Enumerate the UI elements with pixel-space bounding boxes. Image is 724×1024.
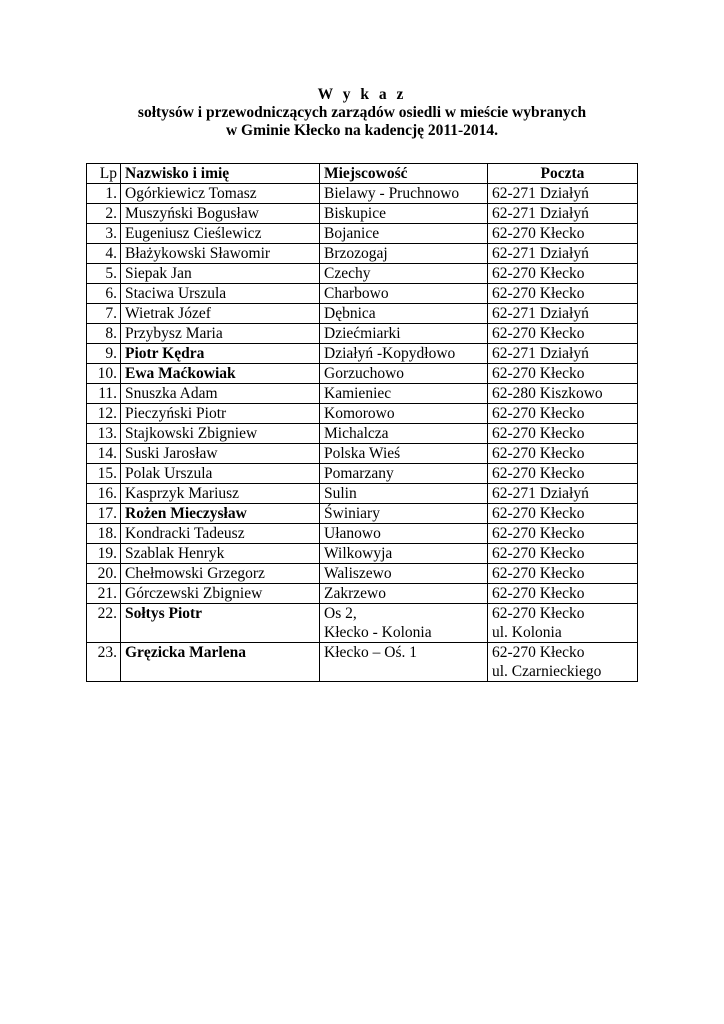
- person-name: Rożen Mieczysław: [121, 504, 320, 524]
- post-cell: [488, 424, 638, 444]
- post-office: 62-270 Kłecko: [492, 585, 585, 602]
- document-title: W y k a z: [317, 86, 407, 103]
- person-name: Stajkowski Zbigniew: [121, 424, 320, 444]
- place-cell: [320, 464, 488, 484]
- person-name: Kondracki Tadeusz: [121, 524, 320, 544]
- row-number: 8.: [87, 324, 121, 344]
- street-address: ul. Kolonia: [492, 624, 562, 641]
- table-row: [87, 344, 638, 364]
- place-cell: [320, 204, 488, 224]
- post-cell: [488, 524, 638, 544]
- post-cell: [488, 284, 638, 304]
- row-number: 1.: [87, 184, 121, 204]
- place-name: Polska Wieś: [324, 445, 401, 462]
- place-cell: [320, 584, 488, 604]
- place-name: Bojanice: [324, 225, 380, 242]
- column-header-place: Miejscowość: [320, 164, 488, 184]
- row-number: 15.: [87, 464, 121, 484]
- place-name: Wilkowyja: [324, 545, 393, 562]
- post-office: 62-271 Działyń: [492, 245, 589, 262]
- table-row: [87, 304, 638, 324]
- post-cell: [488, 544, 638, 564]
- table-row: [87, 244, 638, 264]
- place-name: Biskupice: [324, 205, 386, 222]
- row-number: 5.: [87, 264, 121, 284]
- place-name: Sulin: [324, 485, 357, 502]
- table-row: [87, 204, 638, 224]
- row-number: 12.: [87, 404, 121, 424]
- post-office: 62-270 Kłecko: [492, 525, 585, 542]
- post-cell: [488, 484, 638, 504]
- post-cell: [488, 364, 638, 384]
- table-row: [87, 284, 638, 304]
- table-row: [87, 384, 638, 404]
- table-header-row: [87, 164, 638, 184]
- person-name: Piotr Kędra: [121, 344, 320, 364]
- column-header-name: Nazwisko i imię: [121, 164, 320, 184]
- post-office: 62-270 Kłecko: [492, 285, 585, 302]
- post-cell: [488, 324, 638, 344]
- place-name: Gorzuchowo: [324, 365, 405, 382]
- person-name: Ewa Maćkowiak: [121, 364, 320, 384]
- post-office: 62-280 Kiszkowo: [492, 385, 603, 402]
- row-number: 13.: [87, 424, 121, 444]
- street-address: ul. Czarnieckiego: [492, 663, 602, 680]
- table-row: [87, 184, 638, 204]
- table-row: [87, 504, 638, 524]
- place-cell: [320, 643, 488, 682]
- place-name: Ułanowo: [324, 525, 381, 542]
- place-name: Brzozogaj: [324, 245, 388, 262]
- row-number: 10.: [87, 364, 121, 384]
- place-name-line-2: Kłecko - Kolonia: [324, 624, 432, 641]
- person-name: Gręzicka Marlena: [121, 643, 320, 682]
- person-name: Suski Jarosław: [121, 444, 320, 464]
- table-row: [87, 484, 638, 504]
- document-subtitle-line-2: w Gminie Kłecko na kadencję 2011-2014.: [225, 122, 499, 139]
- table-row: [87, 264, 638, 284]
- table-row: [87, 464, 638, 484]
- person-name: Górczewski Zbigniew: [121, 584, 320, 604]
- table-body: [87, 184, 638, 682]
- place-cell: [320, 504, 488, 524]
- place-name: Charbowo: [324, 285, 389, 302]
- table-row: [87, 544, 638, 564]
- place-cell: [320, 304, 488, 324]
- row-number: 2.: [87, 204, 121, 224]
- column-header-lp: Lp: [87, 164, 121, 184]
- post-office: 62-271 Działyń: [492, 205, 589, 222]
- post-office: 62-270 Kłecko: [492, 505, 585, 522]
- post-office: 62-271 Działyń: [492, 185, 589, 202]
- row-number: 21.: [87, 584, 121, 604]
- table-row: [87, 643, 638, 682]
- person-name: Polak Urszula: [121, 464, 320, 484]
- place-name: Zakrzewo: [324, 585, 386, 602]
- post-cell: [488, 584, 638, 604]
- row-number: 22.: [87, 604, 121, 643]
- place-cell: [320, 544, 488, 564]
- place-cell: [320, 264, 488, 284]
- post-cell: [488, 564, 638, 584]
- place-cell: [320, 444, 488, 464]
- post-office: 62-270 Kłecko: [492, 445, 585, 462]
- post-office: 62-270 Kłecko: [492, 325, 585, 342]
- document-header: [0, 86, 724, 140]
- place-name: Świniary: [324, 505, 380, 522]
- table-row: [87, 224, 638, 244]
- place-cell: [320, 364, 488, 384]
- place-name: Dziećmiarki: [324, 325, 401, 342]
- place-name: Bielawy - Pruchnowo: [324, 185, 460, 202]
- row-number: 7.: [87, 304, 121, 324]
- row-number: 11.: [87, 384, 121, 404]
- document-subtitle-line-1: sołtysów i przewodniczących zarządów osiedli w mieście wybranych: [137, 104, 587, 121]
- row-number: 9.: [87, 344, 121, 364]
- place-cell: [320, 404, 488, 424]
- place-cell: [320, 284, 488, 304]
- table-row: [87, 364, 638, 384]
- table-row: [87, 404, 638, 424]
- post-office: 62-270 Kłecko: [492, 465, 585, 482]
- row-number: 19.: [87, 544, 121, 564]
- post-office: 62-270 Kłecko: [492, 405, 585, 422]
- person-name: Sołtys Piotr: [121, 604, 320, 643]
- person-name: Błażykowski Sławomir: [121, 244, 320, 264]
- post-office: 62-271 Działyń: [492, 305, 589, 322]
- post-cell: [488, 264, 638, 284]
- place-cell: [320, 384, 488, 404]
- place-name: Os 2,: [324, 605, 357, 622]
- row-number: 23.: [87, 643, 121, 682]
- place-cell: [320, 424, 488, 444]
- table-row: [87, 524, 638, 544]
- person-name: Przybysz Maria: [121, 324, 320, 344]
- post-cell: [488, 464, 638, 484]
- post-office: 62-270 Kłecko: [492, 425, 585, 442]
- row-number: 4.: [87, 244, 121, 264]
- column-header-post: Poczta: [488, 164, 638, 184]
- person-name: Eugeniusz Cieślewicz: [121, 224, 320, 244]
- post-cell: [488, 384, 638, 404]
- post-office: 62-270 Kłecko: [492, 644, 585, 661]
- place-cell: [320, 244, 488, 264]
- post-office: 62-271 Działyń: [492, 345, 589, 362]
- post-cell: [488, 244, 638, 264]
- place-name: Czechy: [324, 265, 371, 282]
- post-office: 62-270 Kłecko: [492, 545, 585, 562]
- row-number: 18.: [87, 524, 121, 544]
- place-cell: [320, 484, 488, 504]
- post-cell: [488, 404, 638, 424]
- place-cell: [320, 564, 488, 584]
- person-name: Szablak Henryk: [121, 544, 320, 564]
- post-office: 62-270 Kłecko: [492, 265, 585, 282]
- person-name: Staciwa Urszula: [121, 284, 320, 304]
- row-number: 3.: [87, 224, 121, 244]
- place-cell: [320, 224, 488, 244]
- row-number: 14.: [87, 444, 121, 464]
- post-office: 62-270 Kłecko: [492, 365, 585, 382]
- place-cell: [320, 604, 488, 643]
- post-cell: [488, 344, 638, 364]
- table-row: [87, 324, 638, 344]
- table-row: [87, 424, 638, 444]
- place-cell: [320, 184, 488, 204]
- place-name: Kłecko – Oś. 1: [324, 644, 417, 661]
- post-office: 62-270 Kłecko: [492, 565, 585, 582]
- table-row: [87, 444, 638, 464]
- row-number: 17.: [87, 504, 121, 524]
- post-cell: [488, 224, 638, 244]
- row-number: 20.: [87, 564, 121, 584]
- place-name: Kamieniec: [324, 385, 392, 402]
- roster-table: [86, 163, 638, 682]
- person-name: Siepak Jan: [121, 264, 320, 284]
- person-name: Muszyński Bogusław: [121, 204, 320, 224]
- post-cell: [488, 504, 638, 524]
- place-cell: [320, 524, 488, 544]
- post-cell: [488, 204, 638, 224]
- person-name: Chełmowski Grzegorz: [121, 564, 320, 584]
- place-name: Michalcza: [324, 425, 389, 442]
- post-office: 62-270 Kłecko: [492, 605, 585, 622]
- person-name: Wietrak Józef: [121, 304, 320, 324]
- post-office: 62-270 Kłecko: [492, 225, 585, 242]
- post-cell: [488, 604, 638, 643]
- row-number: 6.: [87, 284, 121, 304]
- person-name: Ogórkiewicz Tomasz: [121, 184, 320, 204]
- post-cell: [488, 304, 638, 324]
- post-cell: [488, 184, 638, 204]
- place-name: Dębnica: [324, 305, 376, 322]
- person-name: Pieczyński Piotr: [121, 404, 320, 424]
- post-office: 62-271 Działyń: [492, 485, 589, 502]
- place-cell: [320, 344, 488, 364]
- place-name: Komorowo: [324, 405, 395, 422]
- place-cell: [320, 324, 488, 344]
- table-row: [87, 564, 638, 584]
- post-cell: [488, 643, 638, 682]
- post-cell: [488, 444, 638, 464]
- row-number: 16.: [87, 484, 121, 504]
- person-name: Kasprzyk Mariusz: [121, 484, 320, 504]
- place-name: Działyń -Kopydłowo: [324, 345, 456, 362]
- table-row: [87, 584, 638, 604]
- person-name: Snuszka Adam: [121, 384, 320, 404]
- place-name: Pomarzany: [324, 465, 394, 482]
- place-name: Waliszewo: [324, 565, 392, 582]
- table-row: [87, 604, 638, 643]
